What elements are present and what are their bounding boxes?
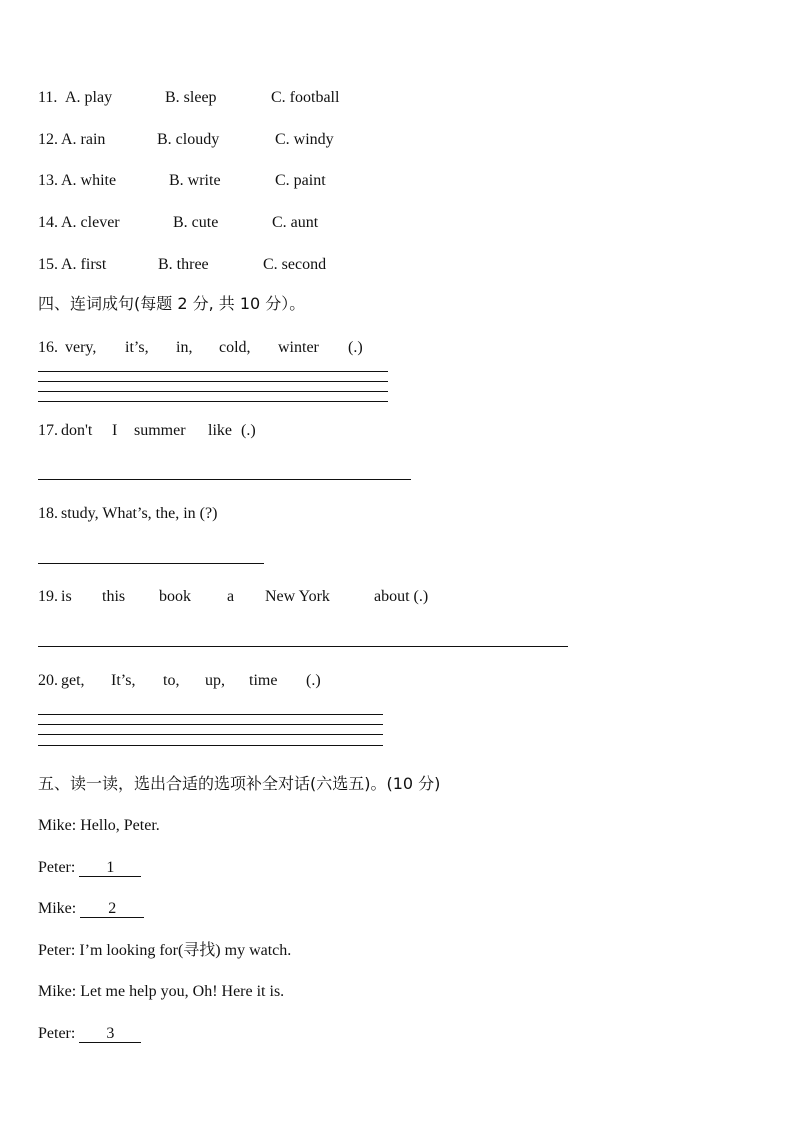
option-a: A. rain bbox=[61, 131, 106, 148]
option-c: C. paint bbox=[275, 172, 326, 189]
word: New York bbox=[265, 588, 330, 605]
speaker: Peter: bbox=[38, 1025, 76, 1042]
word: book bbox=[159, 588, 191, 605]
dialogue-line: Peter: I’m looking for(寻找) my watch. bbox=[38, 942, 292, 959]
option-b: B. write bbox=[169, 172, 221, 189]
answer-blank[interactable]: 3 bbox=[79, 1025, 141, 1043]
option-c: C. windy bbox=[275, 131, 334, 148]
speaker: Mike: bbox=[38, 900, 77, 917]
word: time bbox=[249, 672, 278, 689]
word: up, bbox=[205, 672, 225, 689]
option-c: C. aunt bbox=[272, 214, 319, 231]
word: (.) bbox=[306, 672, 321, 689]
dialogue-line bbox=[38, 899, 144, 919]
word: is bbox=[61, 588, 72, 605]
option-b: B. cute bbox=[173, 214, 219, 231]
word: it’s, bbox=[125, 339, 149, 356]
writing-line[interactable] bbox=[38, 381, 388, 382]
word: in, bbox=[176, 339, 193, 356]
option-a: A. first bbox=[61, 256, 107, 273]
word: to, bbox=[163, 672, 180, 689]
word: (.) bbox=[348, 339, 363, 356]
writing-line[interactable] bbox=[38, 734, 383, 735]
question-number: 19. bbox=[38, 588, 58, 605]
writing-line[interactable] bbox=[38, 479, 411, 480]
word: get, bbox=[61, 672, 85, 689]
word: very, bbox=[65, 339, 97, 356]
option-b: B. three bbox=[158, 256, 209, 273]
option-a: A. white bbox=[61, 172, 117, 189]
question-number: 15. bbox=[38, 256, 58, 273]
dialogue-line bbox=[38, 1024, 141, 1044]
word: summer bbox=[134, 422, 186, 439]
dialogue-line bbox=[38, 858, 141, 878]
word: this bbox=[102, 588, 126, 605]
speaker: Peter: bbox=[38, 859, 76, 876]
writing-line[interactable] bbox=[38, 714, 383, 715]
option-a: A. play bbox=[65, 89, 113, 106]
word: winter bbox=[278, 339, 319, 356]
writing-line[interactable] bbox=[38, 391, 388, 392]
question-number: 17. bbox=[38, 422, 58, 439]
writing-line[interactable] bbox=[38, 401, 388, 402]
writing-line[interactable] bbox=[38, 371, 388, 372]
word: about (.) bbox=[374, 588, 429, 605]
question-number: 18. bbox=[38, 505, 58, 522]
dialogue-line: Mike: Hello, Peter. bbox=[38, 817, 160, 834]
word: like bbox=[208, 422, 232, 439]
word: It’s, bbox=[111, 672, 136, 689]
option-a: A. clever bbox=[61, 214, 120, 231]
question-number: 11. bbox=[38, 89, 58, 106]
answer-blank[interactable]: 1 bbox=[79, 859, 141, 877]
question-number: 14. bbox=[38, 214, 58, 231]
dialogue-line: Mike: Let me help you, Oh! Here it is. bbox=[38, 983, 285, 1000]
word: don't bbox=[61, 422, 93, 439]
section-5-heading: 五、读一读，选出合适的选项补全对话(六选五)。(10 分) bbox=[38, 774, 441, 793]
writing-line[interactable] bbox=[38, 646, 568, 647]
question-number: 16. bbox=[38, 339, 58, 356]
option-c: C. football bbox=[271, 89, 340, 106]
word: (.) bbox=[241, 422, 256, 439]
word: I bbox=[112, 422, 118, 439]
option-c: C. second bbox=[263, 256, 327, 273]
writing-line[interactable] bbox=[38, 563, 264, 564]
word: cold, bbox=[219, 339, 251, 356]
writing-line[interactable] bbox=[38, 724, 383, 725]
word: a bbox=[227, 588, 235, 605]
section-4-heading: 四、连词成句(每题 2 分, 共 10 分）。 bbox=[38, 294, 306, 313]
writing-line[interactable] bbox=[38, 745, 383, 746]
option-b: B. cloudy bbox=[157, 131, 220, 148]
question-number: 13. bbox=[38, 172, 58, 189]
option-b: B. sleep bbox=[165, 89, 217, 106]
answer-blank[interactable]: 2 bbox=[80, 900, 144, 918]
question-number: 12. bbox=[38, 131, 58, 148]
question-number: 20. bbox=[38, 672, 58, 689]
word-list: study, What’s, the, in (?) bbox=[61, 505, 218, 522]
